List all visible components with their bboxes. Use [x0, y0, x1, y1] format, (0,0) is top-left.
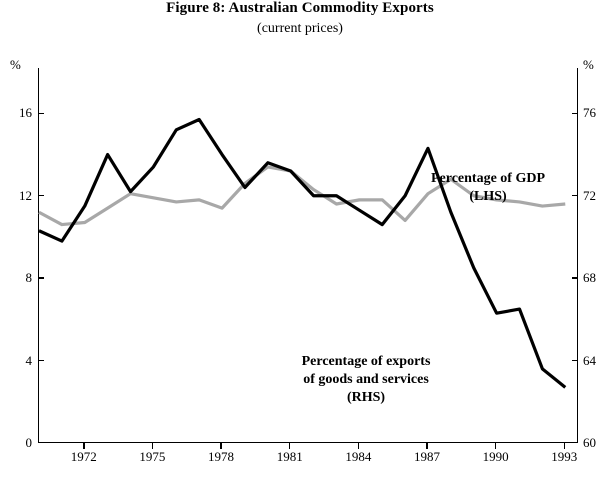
- x-axis-tickmark-1978: [220, 443, 222, 449]
- right-axis-unit: %: [583, 57, 594, 72]
- annotation-gdp-line1: Percentage of GDP: [430, 171, 546, 186]
- right-axis-tickmark-76: [572, 113, 578, 115]
- left-axis-tick-12: 12: [19, 187, 32, 203]
- x-axis-tick-1972: 1972: [70, 449, 97, 464]
- annotation-exports-line3: (RHS): [346, 389, 386, 405]
- x-axis-tickmark-1981: [289, 443, 291, 449]
- x-axis-tickmark-1975: [152, 443, 154, 449]
- left-axis-tickmark-16: [38, 113, 44, 115]
- x-axis-tickmark-1972: [83, 443, 85, 449]
- x-axis-tickmark-1987: [426, 443, 428, 449]
- annotation-gdp: [388, 170, 588, 206]
- right-axis-tick-72: 72: [583, 187, 596, 203]
- right-axis-tick-68: 68: [583, 270, 596, 286]
- right-axis-tick-76: 76: [583, 105, 596, 121]
- left-axis-tick-0: 0: [25, 435, 32, 450]
- x-axis-tick-1993: 1993: [551, 449, 578, 464]
- right-axis-tick-64: 64: [583, 352, 596, 368]
- x-axis-tickmark-1990: [495, 443, 497, 449]
- annotation-exports-line2: of goods and services: [303, 371, 429, 387]
- x-axis-tick-1984: 1984: [345, 449, 372, 464]
- x-axis-tick-1981: 1981: [276, 449, 303, 464]
- left-axis-tickmark-4: [38, 360, 44, 362]
- x-axis-tickmark-1984: [358, 443, 360, 449]
- right-axis-tickmark-72: [572, 195, 578, 197]
- left-axis-tickmark-8: [38, 277, 44, 279]
- series-line-exports: [39, 120, 565, 388]
- left-axis-tick-16: 16: [19, 105, 32, 121]
- left-axis-tickmark-12: [38, 195, 44, 197]
- x-axis-tick-1987: 1987: [413, 449, 440, 464]
- annotation-exports-line1: Percentage of exports: [301, 354, 431, 369]
- annotation-gdp-line2: (LHS): [469, 188, 507, 204]
- annotation-exports: [256, 353, 476, 407]
- right-axis-tick-60: 60: [583, 435, 596, 450]
- x-axis-tick-1978: 1978: [208, 449, 235, 464]
- right-axis-tickmark-68: [572, 277, 578, 279]
- x-axis-tick-1990: 1990: [482, 449, 509, 464]
- x-axis-tick-1975: 1975: [139, 449, 166, 464]
- left-axis-tick-8: 8: [25, 270, 32, 286]
- x-axis-tickmark-1993: [564, 443, 566, 449]
- page-title: Figure 8: Australian Commodity Exports: [166, 0, 434, 16]
- left-axis-tick-4: 4: [25, 352, 32, 368]
- figure-subtitle: (current prices): [257, 21, 343, 36]
- right-axis-tickmark-64: [572, 360, 578, 362]
- left-axis-unit: %: [10, 57, 21, 72]
